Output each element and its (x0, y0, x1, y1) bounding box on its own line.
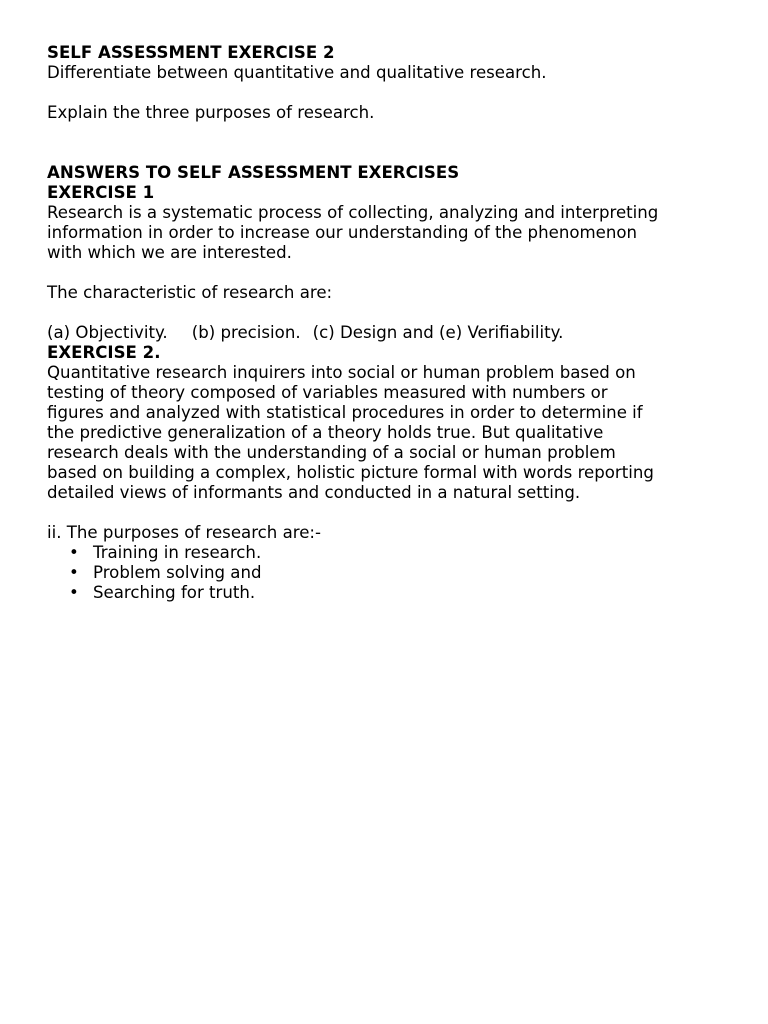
definition-line: information in order to increase our understanding of the phenomenon (47, 223, 638, 242)
list-item (47, 543, 727, 563)
exercise-2-heading: EXERCISE 2. (47, 343, 161, 362)
answers-heading: ANSWERS TO SELF ASSESSMENT EXERCISES (47, 163, 460, 182)
answer-line: figures and analyzed with statistical procedures in order to determine if (47, 403, 643, 422)
purposes-intro: ii. The purposes of research are:- (47, 523, 321, 542)
characteristic-item: (c) Design and (e) Verifiability. (312, 323, 564, 342)
list-item (47, 583, 727, 603)
answer-line: Quantitative research inquirers into social or human problem based on (47, 363, 636, 382)
list-item (47, 563, 727, 583)
exercise-1-heading: EXERCISE 1 (47, 183, 155, 202)
bullet-icon: • (69, 583, 79, 602)
bullet-icon: • (69, 543, 79, 562)
exercise-2-answer (47, 363, 727, 503)
answer-line: detailed views of informants and conducted in a natural setting. (47, 483, 581, 502)
purposes-list (47, 543, 727, 603)
exercise-heading: SELF ASSESSMENT EXERCISE 2 (47, 43, 335, 62)
characteristics-intro: The characteristic of research are: (47, 283, 333, 302)
answer-line: the predictive generalization of a theory holds true. But qualitative (47, 423, 604, 442)
exercise-1-definition (47, 203, 727, 263)
bullet-icon: • (69, 563, 79, 582)
answer-line: research deals with the understanding of a social or human problem (47, 443, 616, 462)
characteristic-item: (b) precision. (191, 323, 301, 342)
exercise-question-2: Explain the three purposes of research. (47, 103, 375, 122)
purpose-text: Problem solving and (93, 563, 262, 582)
purpose-text: Searching for truth. (93, 583, 256, 602)
characteristics-list (47, 323, 727, 343)
characteristic-item: (a) Objectivity. (47, 323, 168, 342)
purpose-text: Training in research. (93, 543, 262, 562)
exercise-question-1: Differentiate between quantitative and qualitative research. (47, 63, 547, 82)
document-page (47, 43, 727, 603)
answer-line: testing of theory composed of variables measured with numbers or (47, 383, 608, 402)
answer-line: based on building a complex, holistic picture formal with words reporting (47, 463, 654, 482)
definition-line: Research is a systematic process of collecting, analyzing and interpreting (47, 203, 659, 222)
definition-line: with which we are interested. (47, 243, 292, 262)
